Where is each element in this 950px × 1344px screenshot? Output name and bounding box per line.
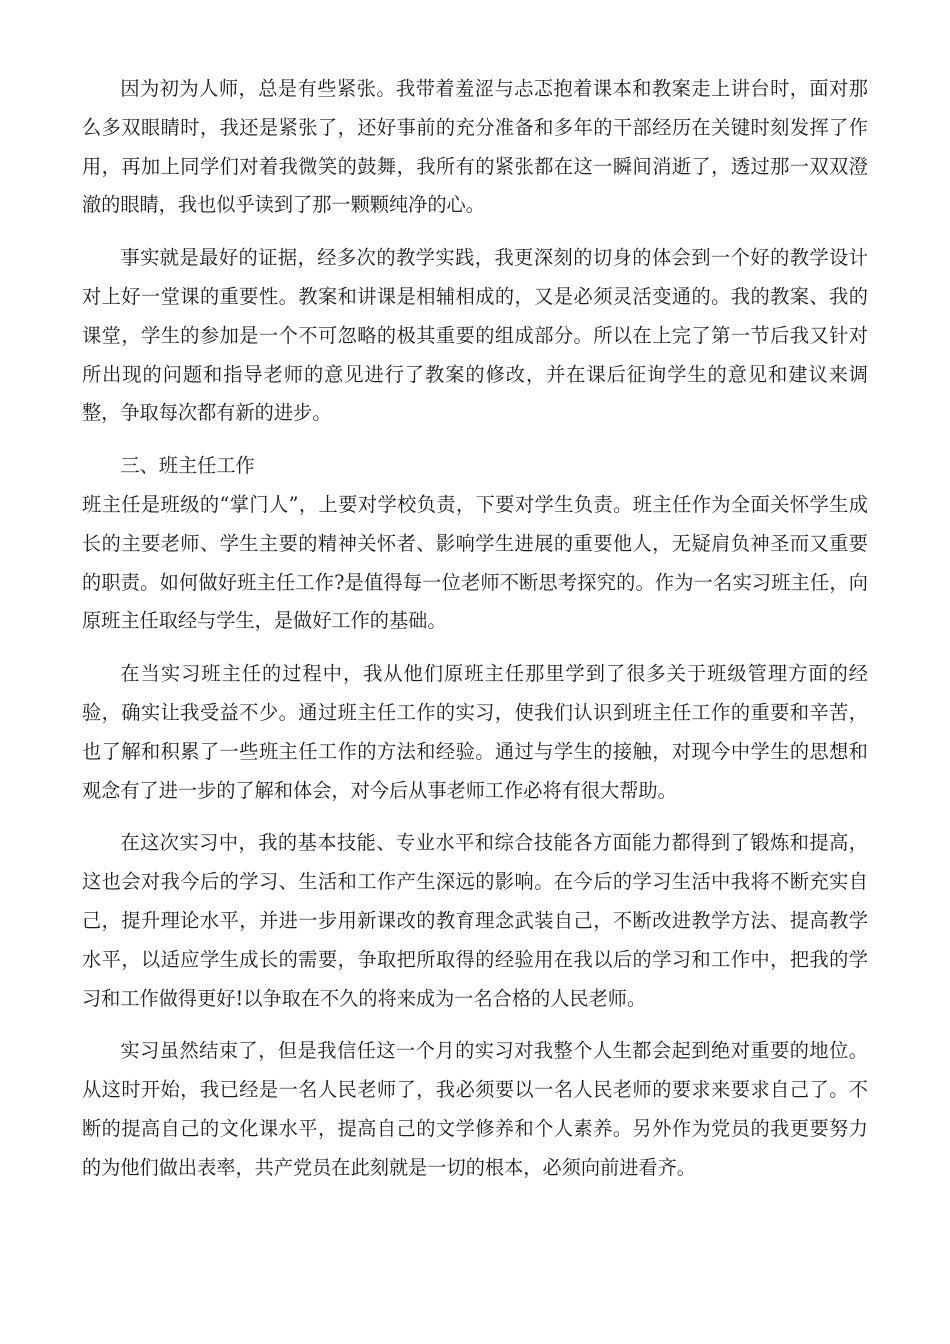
paragraph-class-teacher-intro: 班主任是班级的“掌门人”，上要对学校负责，下要对学生负责。班主任作为全面关怀学生成长的主要老师、学生主要的精神关怀者、影响学生进展的重要他人，无疑肩负神圣而又重要的职责。如何做好班主任工作?是值得每一位老师不断思考探究的。作为一名实习班主任，向原班主任取经与学生，是做好工作的基础。 [82, 492, 868, 633]
paragraph-class-teacher-experience: 在当实习班主任的过程中，我从他们原班主任那里学到了很多关于班级管理方面的经验，确实让我受益不少。通过班主任工作的实习，使我们认识到班主任工作的重要和辛苦，也了解和积累了一些班主任工作的方法和经验。通过与学生的接触，对现今中学生的思想和观念有了进一步的了解和体会，对今后从事老师工作必将有很大帮助。 [82, 662, 868, 802]
document-page [82, 70, 868, 1188]
paragraph-conclusion: 实习虽然结束了，但是我信任这一个月的实习对我整个人生都会起到绝对重要的地位。从这时开始，我已经是一名人民老师了，我必须要以一名人民老师的要求来要求自己了。不断的提高自己的文化课水平，提高自己的文学修养和个人素养。另外作为党员的我更要努力的为他们做出表率，共产党员在此刻就是一切的根本，必须向前进看齐。 [82, 1039, 868, 1179]
section-heading: 三、班主任工作 [120, 454, 255, 478]
paragraph-skills-improvement: 在这次实习中，我的基本技能、专业水平和综合技能各方面能力都得到了锻炼和提高，这也会对我今后的学习、生活和工作产生深远的影响。在今后的学习生活中我将不断充实自己，提升理论水平，并进一步用新课改的教育理念武装自己，不断改进教学方法、提高教学水平，以适应学生成长的需要，争取把所取得的经验用在我以后的学习和工作中，把我的学习和工作做得更好!以争取在不久的将来成为一名合格的人民老师。 [82, 831, 868, 1010]
paragraph-teaching-practice: 事实就是最好的证据，经多次的教学实践，我更深刻的切身的体会到一个好的教学设计对上好一堂课的重要性。教案和讲课是相辅相成的，又是必须灵活变通的。我的教案、我的课堂，学生的参加是一个不可忽略的极其重要的组成部分。所以在上完了第一节后我又针对所出现的问题和指导老师的意见进行了教案的修改，并在课后征询学生的意见和建议来调整，争取每次都有新的进步。 [82, 246, 868, 425]
paragraph-first-lecture: 因为初为人师，总是有些紧张。我带着羞涩与忐忑抱着课本和教案走上讲台时，面对那么多双眼睛时，我还是紧张了，还好事前的充分准备和多年的干部经历在关键时刻发挥了作用，再加上同学们对着我微笑的鼓舞，我所有的紧张都在这一瞬间消逝了，透过那一双双澄澈的眼睛，我也似乎读到了那一颗颗纯净的心。 [82, 77, 868, 217]
